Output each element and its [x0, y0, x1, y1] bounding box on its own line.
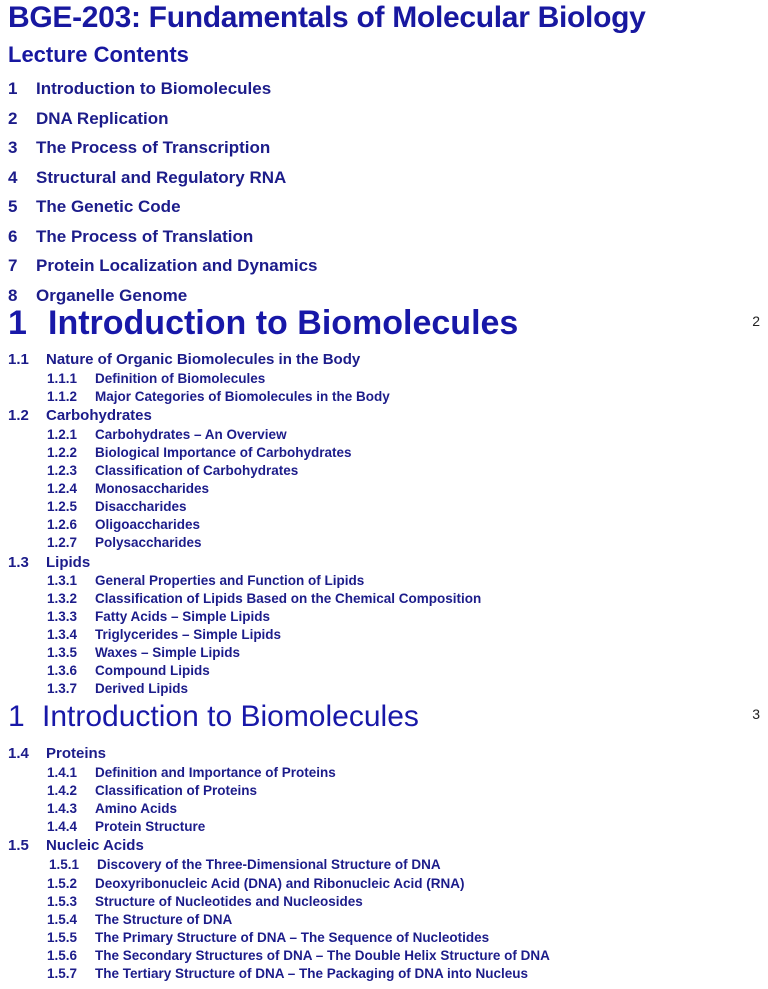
subsection-item [8, 407, 152, 424]
sub-subsection-label: Waxes – Simple Lipids [95, 645, 241, 660]
subsection-label: Proteins [46, 745, 107, 762]
lecture-item [8, 286, 187, 306]
sub-subsection-item [49, 857, 441, 872]
subsection-item [8, 837, 144, 854]
sub-subsection-label: The Tertiary Structure of DNA – The Packaging of DNA into Nucleus [95, 966, 529, 981]
sub-subsection-item [47, 591, 481, 606]
sub-subsection-number: 1.5.4 [47, 912, 78, 927]
section-heading-number: 1 [8, 700, 25, 733]
sub-subsection-label: General Properties and Function of Lipids [95, 573, 365, 588]
lecture-item [8, 168, 286, 188]
sub-subsection-label: The Primary Structure of DNA – The Sequence of Nucleotides [95, 930, 490, 945]
lecture-item-label: Structural and Regulatory RNA [36, 168, 287, 187]
sub-subsection-label: Structure of Nucleotides and Nucleosides [95, 894, 363, 909]
sub-subsection-label: Triglycerides – Simple Lipids [95, 627, 282, 642]
sub-subsection-item [47, 819, 205, 834]
sub-subsection-number: 1.5.3 [47, 894, 78, 909]
lecture-item [8, 109, 169, 129]
sub-subsection-label: Classification of Carbohydrates [95, 463, 299, 478]
subsection-label: Nature of Organic Biomolecules in the Body [46, 351, 361, 368]
sub-subsection-number: 1.2.2 [47, 445, 78, 460]
sub-subsection-number: 1.3.1 [47, 573, 78, 588]
sub-subsection-number: 1.2.1 [47, 427, 78, 442]
sub-subsection-item [47, 765, 336, 780]
sub-subsection-item [47, 783, 257, 798]
sub-subsection-number: 1.3.3 [47, 609, 78, 624]
sub-subsection-item [47, 609, 270, 624]
sub-subsection-label: Classification of Lipids Based on the Chemical Composition [95, 591, 482, 606]
lecture-item-label: Organelle Genome [36, 286, 188, 305]
sub-subsection-label: The Secondary Structures of DNA – The Double Helix Structure of DNA [95, 948, 550, 963]
lecture-contents-heading: Lecture Contents [8, 42, 189, 67]
sub-subsection-number: 1.1.2 [47, 389, 78, 404]
sub-subsection-number: 1.5.5 [47, 930, 78, 945]
sub-subsection-item [47, 948, 550, 963]
section-heading-number: 1 [8, 304, 27, 342]
lecture-item-number: 5 [8, 197, 18, 216]
sub-subsection-label: Deoxyribonucleic Acid (DNA) and Ribonucleic Acid (RNA) [95, 876, 465, 891]
sub-subsection-label: Polysaccharides [95, 535, 202, 550]
lecture-item [8, 197, 181, 217]
sub-subsection-label: Biological Importance of Carbohydrates [95, 445, 352, 460]
sub-subsection-item [47, 966, 528, 981]
sub-subsection-item [47, 463, 298, 478]
sub-subsection-item [47, 930, 489, 945]
sub-subsection-label: Monosaccharides [95, 481, 210, 496]
sub-subsection-item [47, 389, 390, 404]
lecture-item-label: Introduction to Biomolecules [36, 79, 272, 98]
sub-subsection-number: 1.2.3 [47, 463, 78, 478]
sub-subsection-item [47, 517, 200, 532]
sub-subsection-number: 1.5.6 [47, 948, 78, 963]
sub-subsection-label: Definition and Importance of Proteins [95, 765, 336, 780]
section-heading [8, 700, 419, 734]
sub-subsection-label: Fatty Acids – Simple Lipids [95, 609, 271, 624]
sub-subsection-item [47, 894, 363, 909]
page-number: 2 [752, 313, 760, 329]
sub-subsection-item [47, 876, 465, 891]
lecture-item-label: The Process of Translation [36, 227, 254, 246]
sub-subsection-number: 1.4.1 [47, 765, 78, 780]
subsection-number: 1.3 [8, 554, 29, 571]
subsection-number: 1.5 [8, 837, 29, 854]
sub-subsection-item [47, 445, 352, 460]
sub-subsection-number: 1.5.1 [49, 857, 80, 872]
sub-subsection-number: 1.3.7 [47, 681, 78, 696]
lecture-item-label: Protein Localization and Dynamics [36, 256, 318, 275]
subsection-item [8, 351, 360, 368]
lecture-item-label: The Process of Transcription [36, 138, 271, 157]
sub-subsection-item [47, 499, 187, 514]
subsection-label: Lipids [46, 554, 91, 571]
lecture-item-number: 2 [8, 109, 18, 128]
sub-subsection-label: Compound Lipids [95, 663, 210, 678]
sub-subsection-number: 1.5.7 [47, 966, 78, 981]
subsection-item [8, 745, 106, 762]
lecture-item-number: 8 [8, 286, 18, 305]
subsection-label: Carbohydrates [46, 407, 152, 424]
subsection-item [8, 554, 90, 571]
sub-subsection-number: 1.4.3 [47, 801, 78, 816]
sub-subsection-number: 1.2.4 [47, 481, 78, 496]
sub-subsection-label: Disaccharides [95, 499, 187, 514]
lecture-item-number: 4 [8, 168, 18, 187]
sub-subsection-label: Derived Lipids [95, 681, 189, 696]
sub-subsection-label: Definition of Biomolecules [95, 371, 266, 386]
sub-subsection-number: 1.2.7 [47, 535, 78, 550]
lecture-item [8, 256, 318, 276]
sub-subsection-number: 1.3.6 [47, 663, 78, 678]
sub-subsection-number: 1.4.2 [47, 783, 78, 798]
sub-subsection-number: 1.4.4 [47, 819, 78, 834]
lecture-item [8, 79, 271, 99]
sub-subsection-number: 1.5.2 [47, 876, 78, 891]
sub-subsection-item [47, 912, 232, 927]
lecture-item [8, 138, 270, 158]
sub-subsection-number: 1.3.4 [47, 627, 78, 642]
sub-subsection-label: Discovery of the Three-Dimensional Structure of DNA [97, 857, 441, 872]
sub-subsection-number: 1.3.2 [47, 591, 78, 606]
sub-subsection-item [47, 371, 265, 386]
sub-subsection-item [47, 663, 210, 678]
sub-subsection-label: The Structure of DNA [95, 912, 233, 927]
subsection-number: 1.2 [8, 407, 29, 424]
sub-subsection-label: Protein Structure [95, 819, 206, 834]
lecture-item-number: 1 [8, 79, 18, 98]
sub-subsection-item [47, 427, 287, 442]
section-heading-text: Introduction to Biomolecules [48, 304, 519, 342]
lecture-item [8, 227, 253, 247]
sub-subsection-item [47, 681, 188, 696]
sub-subsection-number: 1.2.6 [47, 517, 78, 532]
sub-subsection-number: 1.3.5 [47, 645, 78, 660]
document-title: BGE-203: Fundamentals of Molecular Biology [8, 1, 646, 34]
lecture-item-number: 6 [8, 227, 18, 246]
sub-subsection-label: Carbohydrates – An Overview [95, 427, 287, 442]
sub-subsection-label: Oligoaccharides [95, 517, 201, 532]
sub-subsection-label: Amino Acids [95, 801, 178, 816]
page-number: 3 [752, 706, 760, 722]
lecture-item-number: 3 [8, 138, 18, 157]
lecture-item-label: DNA Replication [36, 109, 169, 128]
sub-subsection-item [47, 627, 281, 642]
section-heading-text: Introduction to Biomolecules [42, 700, 419, 733]
subsection-number: 1.4 [8, 745, 29, 762]
sub-subsection-item [47, 801, 177, 816]
subsection-label: Nucleic Acids [46, 837, 144, 854]
subsection-number: 1.1 [8, 351, 29, 368]
sub-subsection-item [47, 481, 209, 496]
sub-subsection-item [47, 573, 364, 588]
sub-subsection-number: 1.2.5 [47, 499, 78, 514]
lecture-item-number: 7 [8, 256, 18, 275]
sub-subsection-label: Major Categories of Biomolecules in the Body [95, 389, 390, 404]
lecture-item-label: The Genetic Code [36, 197, 181, 216]
sub-subsection-item [47, 645, 240, 660]
sub-subsection-number: 1.1.1 [47, 371, 78, 386]
sub-subsection-item [47, 535, 202, 550]
section-heading [8, 304, 518, 343]
sub-subsection-label: Classification of Proteins [95, 783, 258, 798]
